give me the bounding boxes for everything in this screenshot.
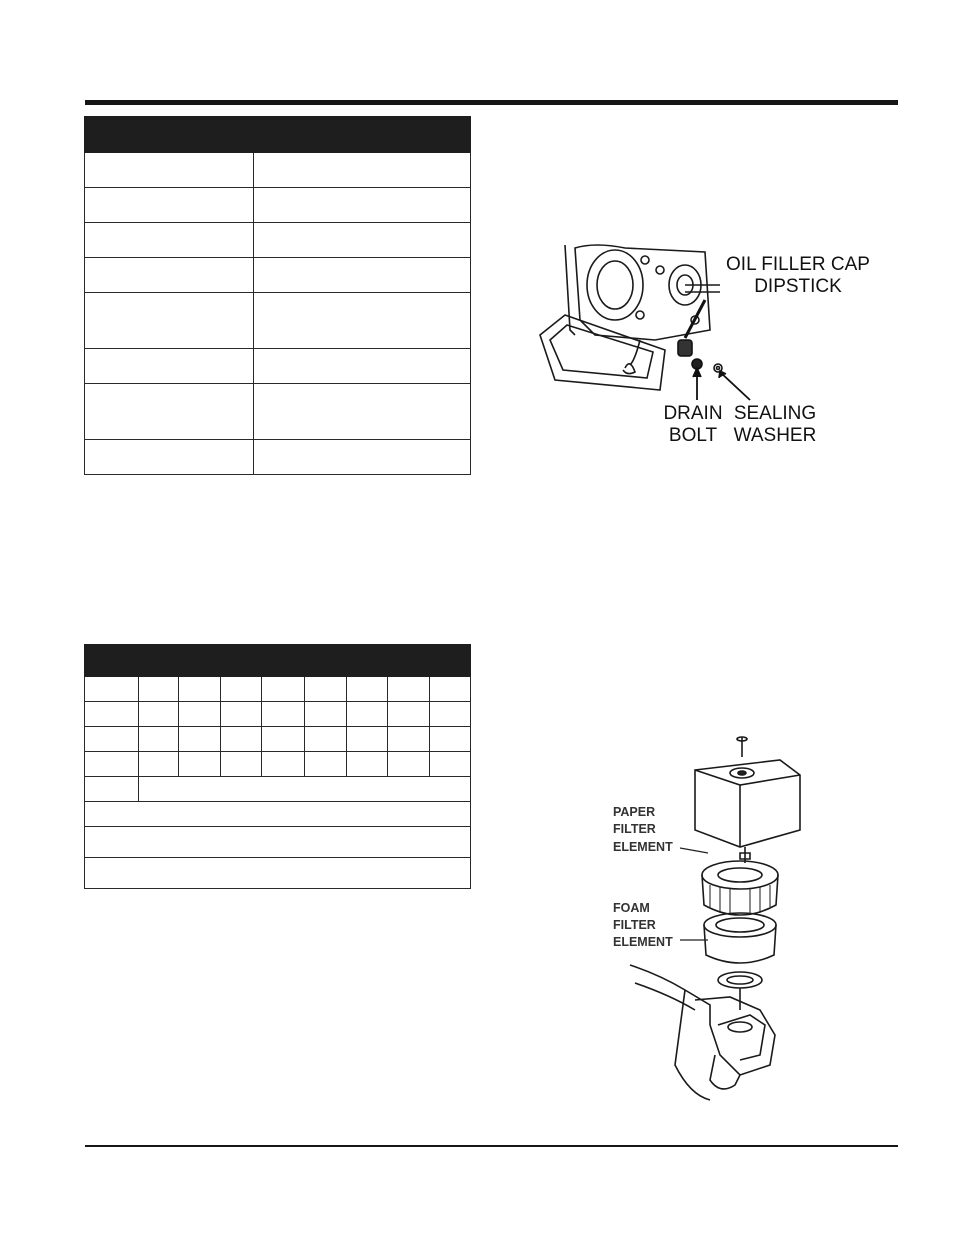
- oil-table-cell: [85, 702, 139, 727]
- oil-table-cell: [85, 727, 139, 752]
- spec-value-cell: [254, 440, 471, 475]
- label-oil-filler-cap: OIL FILLER CAP: [726, 254, 870, 275]
- spec-value-cell: [254, 293, 471, 349]
- spec-label-cell: [85, 384, 254, 440]
- oil-table-cell: [305, 677, 347, 702]
- oil-table-cell: [221, 752, 262, 777]
- oil-drain-figure: [535, 240, 875, 450]
- oil-table-cell: [179, 752, 221, 777]
- footer-rule: [85, 1145, 898, 1147]
- label-drain: DRAIN: [663, 403, 723, 424]
- spec-label-cell: [85, 153, 254, 188]
- spec-table-header: [85, 117, 471, 153]
- oil-table-cell: [388, 702, 430, 727]
- spec-table-row: [85, 153, 471, 188]
- label-bolt: BOLT: [668, 425, 718, 446]
- oil-table-cell: [305, 702, 347, 727]
- oil-table-cell: [139, 727, 179, 752]
- oil-table-cell: [347, 727, 388, 752]
- spec-table-row: [85, 293, 471, 349]
- label-paper-element: ELEMENT: [613, 840, 673, 854]
- oil-table-cell: [85, 802, 471, 827]
- oil-table-cell: [305, 727, 347, 752]
- oil-table-cell: [430, 702, 471, 727]
- spec-header-cell: [85, 117, 254, 153]
- spec-value-cell: [254, 153, 471, 188]
- oil-table-cell: [347, 752, 388, 777]
- oil-table-cell: [179, 727, 221, 752]
- spec-label-cell: [85, 188, 254, 223]
- spec-table-row: [85, 223, 471, 258]
- spec-header-cell: [254, 117, 471, 153]
- oil-table-cell: [221, 677, 262, 702]
- spec-value-cell: [254, 188, 471, 223]
- label-washer: WASHER: [733, 425, 817, 446]
- label-foam-element: ELEMENT: [613, 935, 673, 949]
- label-foam-filter: FILTER: [613, 918, 656, 932]
- oil-table-cell: [262, 677, 305, 702]
- oil-table-cell: [347, 702, 388, 727]
- spec-label-cell: [85, 223, 254, 258]
- oil-table-cell: [85, 752, 139, 777]
- label-dipstick: DIPSTICK: [754, 276, 842, 297]
- oil-table-cell: [221, 702, 262, 727]
- spec-table-row: [85, 188, 471, 223]
- oil-table-row: [85, 727, 471, 752]
- oil-table-cell: [305, 752, 347, 777]
- oil-table-row: [85, 802, 471, 827]
- oil-table-cell: [430, 677, 471, 702]
- oil-header-cell: [85, 645, 471, 677]
- oil-table-row: [85, 702, 471, 727]
- label-paper-filter: FILTER: [613, 822, 656, 836]
- oil-table-cell: [139, 777, 471, 802]
- air-filter-figure: [600, 735, 810, 1105]
- oil-table-cell: [347, 677, 388, 702]
- oil-table-cell: [430, 727, 471, 752]
- oil-table-cell: [430, 752, 471, 777]
- oil-table-cell: [388, 752, 430, 777]
- oil-table-cell: [221, 727, 262, 752]
- spec-value-cell: [254, 384, 471, 440]
- oil-table-cell: [262, 702, 305, 727]
- label-sealing: SEALING: [733, 403, 817, 424]
- oil-table-cell: [388, 727, 430, 752]
- oil-table-cell: [388, 677, 430, 702]
- spec-value-cell: [254, 258, 471, 293]
- oil-table-cell: [139, 752, 179, 777]
- oil-table-row: [85, 677, 471, 702]
- spec-label-cell: [85, 349, 254, 384]
- oil-table-cell: [262, 727, 305, 752]
- oil-table-row: [85, 858, 471, 889]
- oil-table-cell: [85, 777, 139, 802]
- oil-table-cell: [179, 677, 221, 702]
- oil-viscosity-table: [84, 644, 471, 889]
- label-paper: PAPER: [613, 805, 656, 819]
- label-foam: FOAM: [613, 901, 650, 915]
- spec-table-row: [85, 349, 471, 384]
- spec-label-cell: [85, 293, 254, 349]
- spec-table: [84, 116, 471, 475]
- spec-label-cell: [85, 440, 254, 475]
- oil-table-cell: [179, 702, 221, 727]
- spec-table-row: [85, 384, 471, 440]
- oil-table-cell: [85, 677, 139, 702]
- spec-value-cell: [254, 349, 471, 384]
- oil-table-cell: [139, 702, 179, 727]
- oil-table-row: [85, 777, 471, 802]
- spec-table-row: [85, 440, 471, 475]
- spec-table-row: [85, 258, 471, 293]
- oil-table-cell: [262, 752, 305, 777]
- oil-table-cell: [85, 858, 471, 889]
- header-rule: [85, 100, 898, 105]
- spec-label-cell: [85, 258, 254, 293]
- spec-value-cell: [254, 223, 471, 258]
- oil-table-row: [85, 752, 471, 777]
- oil-table-cell: [139, 677, 179, 702]
- oil-table-row: [85, 827, 471, 858]
- oil-table-header: [85, 645, 471, 677]
- oil-table-cell: [85, 827, 471, 858]
